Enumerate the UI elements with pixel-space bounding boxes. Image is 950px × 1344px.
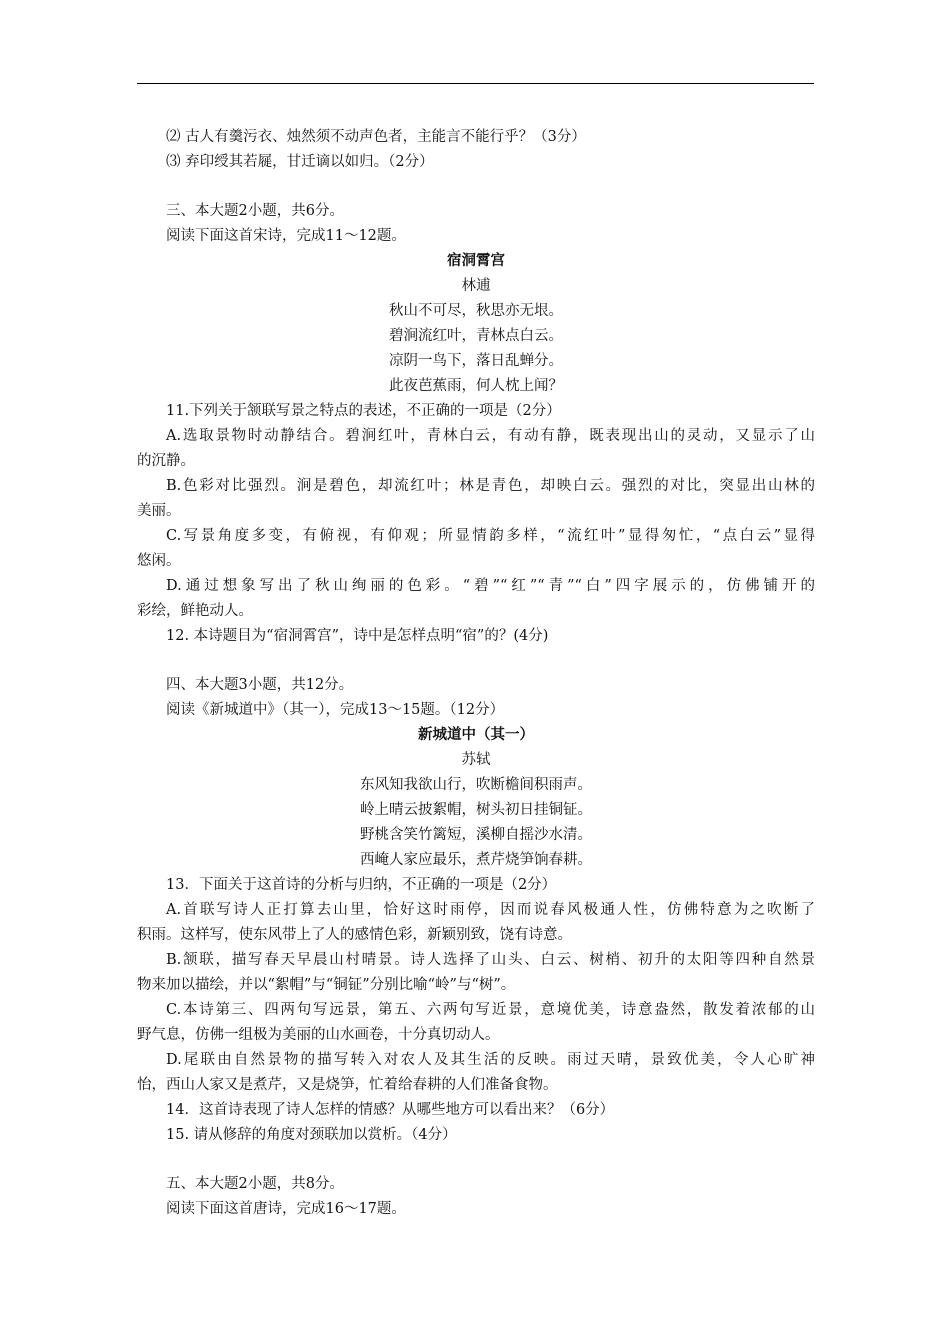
- q11-option-b-cont: 美丽。: [137, 503, 181, 519]
- question-3: ⑶ 弃印绶其若屣，甘迁谪以如归。（2分）: [166, 154, 434, 170]
- q13-option-a: A.首联写诗人正打算去山里，恰好这时雨停，因而说春风极通人性，仿佛特意为之吹断了: [166, 902, 815, 918]
- q11-option-d: D.通过想象写出了秋山绚丽的色彩。“碧”“红”“青”“白”四字展示的，仿佛铺开的: [166, 578, 815, 594]
- q13-option-b: B.颔联，描写春天早晨山村晴景。诗人选择了山头、白云、树梢、初升的太阳等四种自然景: [166, 952, 815, 968]
- q13-option-a-cont: 积雨。这样写，使东风带上了人的感情色彩，新颖别致，饶有诗意。: [137, 927, 572, 943]
- question-2: ⑵ 古人有羹污衣、烛然须不动声色者，主能言不能行乎？（3分）: [166, 129, 586, 145]
- poem-2-title: 新城道中（其一）: [418, 726, 534, 743]
- question-15: 15. 请从修辞的角度对颈联加以赏析。（4分）: [166, 1127, 457, 1143]
- poem-1-line: 碧涧流红叶，青林点白云。: [389, 328, 563, 344]
- section-4-intro: 阅读《新城道中》（其一），完成13～15题。（12分）: [166, 702, 505, 718]
- section-3-intro: 阅读下面这首宋诗，完成11～12题。: [166, 228, 406, 244]
- poem-1-line: 秋山不可尽，秋思亦无垠。: [389, 303, 563, 319]
- section-3-heading: 三、本大题2小题，共6分。: [166, 203, 344, 219]
- poem-1-line: 凉阴一鸟下，落日乱蝉分。: [389, 353, 563, 369]
- q11-option-b: B.色彩对比强烈。涧是碧色，却流红叶；林是青色，却映白云。强烈的对比，突显出山林的: [166, 478, 815, 494]
- q11-option-a: A.选取景物时动静结合。碧涧红叶，青林白云，有动有静，既表现出山的灵动，又显示了山: [166, 428, 815, 444]
- question-11: 11.下列关于颔联写景之特点的表述，不正确的一项是（2分）: [166, 403, 561, 419]
- q11-option-c-cont: 悠闲。: [137, 553, 181, 569]
- poem-2-line: 西崦人家应最乐，煮芹烧笋饷春耕。: [360, 852, 592, 868]
- poem-1-line: 此夜芭蕉雨，何人枕上闻？: [389, 378, 563, 394]
- poem-2-author: 苏轼: [461, 752, 491, 768]
- q13-option-b-cont: 物来加以描绘，并以“絮帽”与“铜钲”分别比喻“岭”与“树”。: [137, 977, 516, 993]
- poem-1-author: 林逋: [461, 278, 491, 294]
- header-rule: [137, 83, 814, 84]
- q13-option-c-cont: 野气息，仿佛一组极为美丽的山水画卷，十分真切动人。: [137, 1027, 500, 1043]
- question-14: 14．这首诗表现了诗人怎样的情感？从哪些地方可以看出来？（6分）: [166, 1102, 615, 1118]
- section-5-intro: 阅读下面这首唐诗，完成16～17题。: [166, 1201, 406, 1217]
- poem-1-title: 宿洞霄宫: [447, 252, 505, 269]
- section-5-heading: 五、本大题2小题，共8分。: [166, 1176, 344, 1192]
- section-4-heading: 四、本大题3小题，共12分。: [166, 677, 354, 693]
- poem-2-line: 东风知我欲山行，吹断檐间积雨声。: [360, 777, 592, 793]
- q13-option-d: D.尾联由自然景物的描写转入对农人及其生活的反映。雨过天晴，景致优美，令人心旷神: [166, 1052, 815, 1068]
- q13-option-c: C.本诗第三、四两句写远景，第五、六两句写近景，意境优美，诗意盎然，散发着浓郁的山: [166, 1002, 815, 1018]
- q11-option-a-cont: 的沉静。: [137, 453, 195, 469]
- poem-2-line: 岭上晴云披絮帽，树头初日挂铜钲。: [360, 802, 592, 818]
- poem-2-line: 野桃含笑竹篱短，溪柳自摇沙水清。: [360, 827, 592, 843]
- question-12: 12. 本诗题目为“宿洞霄宫”，诗中是怎样点明“宿”的？(4分): [166, 628, 549, 644]
- question-13: 13．下面关于这首诗的分析与归纳，不正确的一项是（2分）: [166, 877, 557, 893]
- q11-option-d-cont: 彩绘，鲜艳动人。: [137, 603, 253, 619]
- q13-option-d-cont: 怡，西山人家又是煮芹，又是烧笋，忙着给春耕的人们准备食物。: [137, 1077, 558, 1093]
- q11-option-c: C.写景角度多变，有俯视，有仰观；所显情韵多样，“流红叶”显得匆忙，“点白云”显得: [166, 528, 815, 544]
